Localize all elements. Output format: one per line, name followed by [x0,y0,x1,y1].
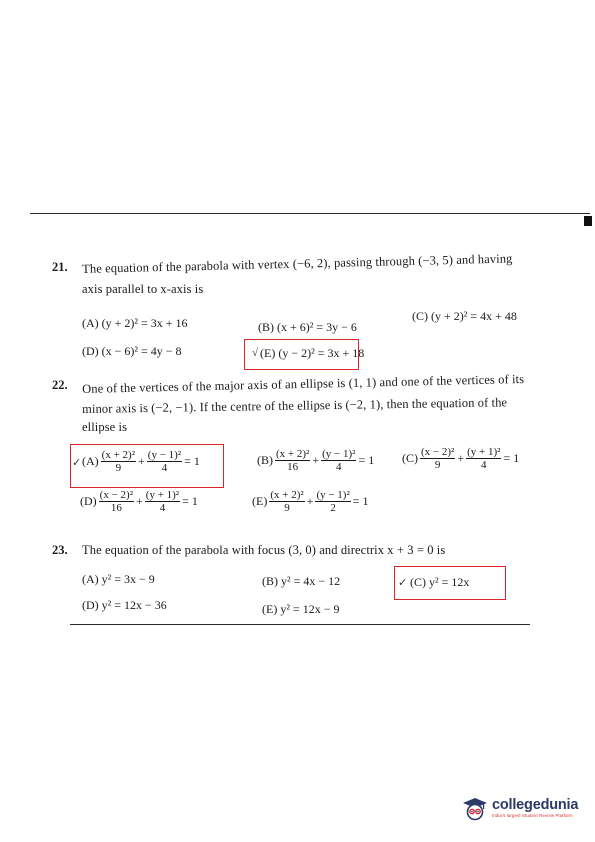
q21-option-e: (E) (y − 2)² = 3x + 18 [260,346,365,360]
q23-number: 23. [52,543,68,557]
fraction: $\frac{\text{(x + 2)²}}{16}$ [276,448,310,473]
q23-option-e: (E) y² = 12x − 9 [262,602,340,616]
graduate-owl-icon [462,795,488,821]
q23-option-d: (D) y² = 12x − 36 [82,598,167,612]
collegedunia-logo [462,795,578,821]
q23-tick-mark: ✓ [398,577,408,589]
fraction: $\frac{\text{(y − 1)²}}{4}$ [322,448,356,473]
q22-number: 22. [52,378,68,392]
q21-line2: axis parallel to x-axis is [82,282,204,296]
fraction: $\frac{\text{(y + 1)²}}{4}$ [467,446,501,471]
q21-line1: The equation of the parabola with vertex (−6, 2), passing through (−3, 5) and having [82,251,513,276]
brand-name: collegedunia [492,797,579,813]
q23-line1: The equation of the parabola with focus (3, 0) and directrix x + 3 = 0 is [82,543,446,557]
fraction: $\frac{\text{(y + 1)²}}{4}$ [145,489,180,514]
q23-option-a: (A) y² = 3x − 9 [82,572,155,586]
q21-tick-mark: √ [252,347,259,359]
q22-option-b: (B) $\frac{\text{(x + 2)²}}{16}$ + $\frac{\text{(y − 1)²}}{4}$ = 1 [257,448,375,473]
q21-option-c: (C) (y + 2)² = 4x + 48 [412,309,517,323]
fraction: $\frac{\text{(x − 2)²}}{16}$ [99,489,133,514]
q21-number: 21. [52,260,68,274]
corner-mark [584,216,592,226]
fraction: $\frac{\text{(y − 1)²}}{4}$ [147,449,182,474]
q22-line2: minor axis is (−2, −1). If the centre of the ellipse is (−2, 1), then the equation of the [82,395,508,416]
q22-line1: One of the vertices of the major axis of an ellipse is (1, 1) and one of the vertices of its [82,371,525,396]
top-divider [30,213,590,214]
fraction: $\frac{\text{(y − 1)²}}{2}$ [316,489,350,514]
q23-option-c: (C) y² = 12x [410,575,470,589]
q21-option-b: (B) (x + 6)² = 3y − 6 [258,320,357,334]
bottom-divider [70,624,530,625]
fraction: $\frac{\text{(x + 2)²}}{9}$ [270,489,304,514]
q22-tick-mark: ✓ [72,457,82,469]
q22-option-c: (C) $\frac{\text{(x − 2)²}}{9}$ + $\frac{\text{(y + 1)²}}{4}$ = 1 [402,446,520,471]
q22-line3: ellipse is [82,420,128,434]
q22-option-a: (A) $\frac{\text{(x + 2)²}}{9}$ + $\frac{\text{(y − 1)²}}{4}$ = 1 [82,449,200,474]
fraction: $\frac{\text{(x + 2)²}}{9}$ [101,449,135,474]
q23-option-b: (B) y² = 4x − 12 [262,574,341,588]
q22-option-e: (E) $\frac{\text{(x + 2)²}}{9}$ + $\frac{\text{(y − 1)²}}{2}$ = 1 [252,489,369,514]
q22-option-d: (D) $\frac{\text{(x − 2)²}}{16}$ + $\frac{\text{(y + 1)²}}{4}$ = 1 [80,489,198,514]
q21-option-a: (A) (y + 2)² = 3x + 16 [82,316,188,330]
q21-option-d: (D) (x − 6)² = 4y − 8 [82,344,182,358]
fraction: $\frac{\text{(x − 2)²}}{9}$ [421,446,455,471]
brand-tagline: India's largest Student Review Platform [492,813,573,818]
